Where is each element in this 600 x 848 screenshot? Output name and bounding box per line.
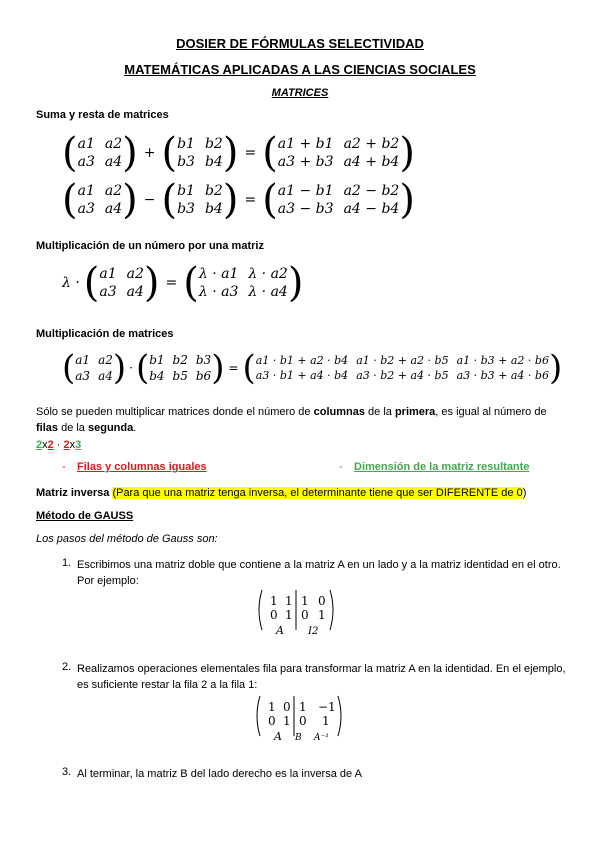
matrix-cell: 0 [270,608,278,622]
sum-equation: ( a1 a2 a3 a4 ) + ( b1 b2 b3 b4 ) = ( a1 + b1 a2 + b2 a3 + b3 a4 + b4 ) [62,130,415,176]
step-text: Escribimos una matriz doble que contiene a la matriz A en un lado y a la matriz identidad en el otro. Por ejemplo: [77,559,561,587]
matrix-cell: a3 [99,284,117,300]
legend-red-dash: - [62,461,66,473]
rule-second: segunda [87,422,134,434]
matrix-cell: 1 [285,594,293,608]
inverse-close: ) [522,487,527,499]
gauss-matrix-2 [254,694,344,746]
product-equation: ( a1 a2 a3 a4 ) · ( b1 b2 b3 b4 b5 b6 ) = ( a1 · b1 + a2 · b4 a1 · b2 + a2 · b5 a1 · b3 + a2 · b6 a3 · b1 + a4 · b4 a3 · b2 + a4 · b5 a3 · b3 + a4 · b6 ) [62,348,563,388]
matrix-cell: a2 [126,266,144,282]
matrix-cell: b1 [149,353,165,367]
matrix-label: B [295,733,302,743]
times-sign: x [42,439,48,451]
rule-text: de la [58,422,88,434]
matrix-cell: a4 [104,154,123,170]
document-title: DOSIER DE FÓRMULAS SELECTIVIDAD [176,36,424,51]
matrix-cell: 1 [283,714,291,728]
matrix-cell: a3 [75,369,91,383]
rule-text: , es igual al número de [435,406,547,418]
matrix-cell: a3 + b3 [277,154,334,170]
matrix-cell: a2 + b2 [343,136,400,152]
plus-sign: + [143,145,156,161]
lambda-symbol: λ · [62,275,80,291]
minus-sign: − [143,192,156,208]
legend-green: Dimensión de la matriz resultante [354,461,530,473]
matrix-cell: a1 + b1 [277,136,334,152]
matrix-cell: 0 [301,608,309,622]
matrix-cell: a3 − b3 [277,201,334,217]
matrix-cell: a2 − b2 [343,183,400,199]
step-number: 1. [62,557,72,569]
matrix-cell: a4 [98,369,113,383]
matrix-label: I2 [308,626,319,637]
equals-sign: = [165,275,178,291]
matrix-cell: b2 [204,183,223,199]
matrix-cell: 0 [268,714,276,728]
matrix-cell: 1 [299,700,307,714]
gauss-intro: Los pasos del método de Gauss son: [36,533,218,545]
dim-match-rows: 2 [63,439,70,451]
rule-text: de la [364,406,395,418]
rule-rows: filas [36,422,59,434]
matrix-cell: 1 [268,700,276,714]
matrix-cell: a3 · b2 + a4 · b5 [356,369,449,382]
sum-heading: Suma y resta de matrices [36,109,169,121]
equals-sign: = [244,192,257,208]
dot-sign: · [53,439,64,451]
matrix-cell: a1 · b2 + a2 · b5 [356,354,449,367]
matrix-cell: λ · a2 [248,266,288,282]
matrix-cell: a1 · b1 + a2 · b4 [255,354,349,367]
matrix-cell: a4 [104,201,123,217]
matrix-cell: a1 − b1 [277,183,334,199]
matrix-cell: a1 [77,183,95,199]
step-text: Al terminar, la matriz B del lado derecho es la inversa de A [77,768,362,780]
gauss-matrix-1 [256,588,336,640]
step-number: 2. [62,661,72,673]
matrix-cell: a1 · b3 + a2 · b6 [456,354,549,367]
matrix-cell: b4 [204,201,223,217]
step-text: Realizamos operaciones elementales fila para transformar la matriz A en la identidad. En el ejemplo, es suficiente restar la fila 2 a la fila 1: [77,663,566,691]
matrix-cell: λ · a4 [248,284,288,300]
difference-equation: ( a1 a2 a3 a4 ) − ( b1 b2 b3 b4 ) = ( a1 − b1 a2 − b2 a3 − b3 a4 − b4 ) [62,177,415,223]
matrix-cell: 1 [318,608,326,622]
inverse-matrix-line [36,487,526,499]
matrix-cell: 0 [318,594,326,608]
document-subtitle: MATEMÁTICAS APLICADAS A LAS CIENCIAS SOCIALES [124,62,476,77]
matrix-cell: a3 · b3 + a4 · b6 [456,369,549,382]
matrix-cell: b1 [177,136,195,152]
dimension-example [36,439,81,451]
matrix-cell: −1 [318,700,336,714]
matrix-label: A⁻¹ [314,733,329,743]
matrix-cell: a2 [104,183,123,199]
matrix-cell: a2 [98,353,113,367]
matrix-cell: b3 [177,154,195,170]
dim-result-columns: 3 [75,439,82,451]
matrix-cell: a4 + b4 [343,154,400,170]
matrix-cell: a4 − b4 [343,201,400,217]
rule-text: . [133,422,137,434]
matrix-cell: a1 [75,353,91,367]
step-number: 3. [62,766,72,778]
multiplication-rule [36,404,561,436]
matrix-cell: b2 [172,353,188,367]
inverse-note: (Para que una matriz tenga inversa, el determinante tiene que ser DIFERENTE de 0 [112,487,523,499]
matrix-cell: a3 [77,154,95,170]
dim-result-rows: 2 [36,439,43,451]
matrix-cell: a3 [77,201,95,217]
rule-first: primera [394,406,436,418]
matrix-cell: a1 [77,136,95,152]
matrix-cell: 1 [301,594,309,608]
matrix-cell: 1 [285,608,293,622]
matrix-cell: b4 [204,154,223,170]
equals-sign: = [244,145,257,161]
matrix-cell: 1 [322,714,330,728]
matrix-label: A [276,624,284,637]
scalar-equation: λ · ( a1 a2 a3 a4 ) = ( λ · a1 λ · a2 λ · a3 λ · a4 ) [62,260,304,306]
legend-green-dash: - [339,461,343,473]
matrix-cell: b4 [149,369,165,383]
matrix-label: A [274,730,282,743]
scalar-heading: Multiplicación de un número por una matriz [36,240,264,252]
dim-match-columns: 2 [47,439,54,451]
matrix-cell: a2 [104,136,123,152]
matrix-cell: b2 [204,136,223,152]
matrix-cell: λ · a1 [198,266,239,282]
matrix-cell: b5 [172,369,188,383]
matrix-cell: a1 [99,266,117,282]
matrix-cell: λ · a3 [198,284,239,300]
matrix-cell: 0 [299,714,307,728]
gauss-heading: Método de GAUSS [36,510,134,522]
rule-text: Sólo se pueden multiplicar matrices donde el número de [36,406,314,418]
product-heading: Multiplicación de matrices [36,328,174,340]
matrix-cell: 0 [283,700,291,714]
times-sign: x [69,439,76,451]
legend-red: Filas y columnas iguales [77,461,207,473]
matrix-cell: 1 [270,594,278,608]
matrix-cell: b3 [177,201,195,217]
equals-sign: = [228,361,239,375]
section-title: MATRICES [271,87,329,99]
inverse-label: Matriz inversa [36,487,110,499]
rule-columns: columnas [313,406,365,418]
matrix-cell: b1 [177,183,195,199]
matrix-cell: a3 · b1 + a4 · b4 [255,369,349,382]
matrix-cell: a4 [126,284,144,300]
matrix-cell: b6 [195,369,212,383]
matrix-cell: b3 [195,353,212,367]
